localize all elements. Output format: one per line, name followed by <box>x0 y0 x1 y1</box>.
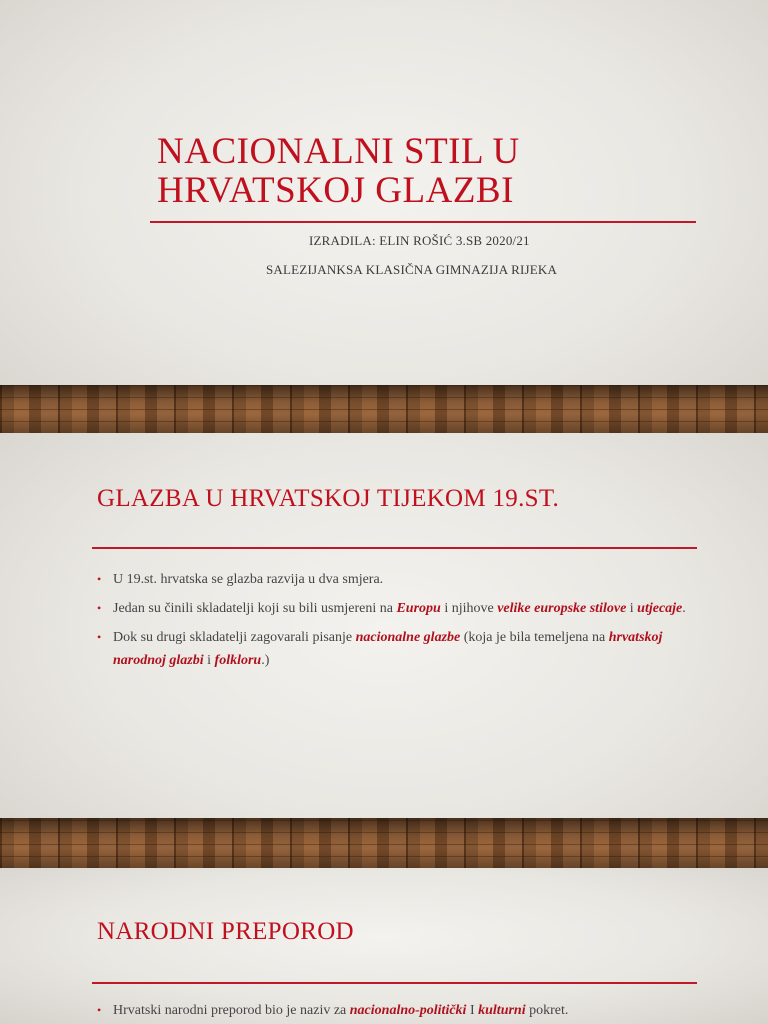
title-divider <box>92 547 697 549</box>
wood-floor <box>0 385 768 433</box>
list-item <box>97 626 687 672</box>
list-item <box>97 568 687 591</box>
bullet-text: pokret. <box>525 1003 569 1018</box>
bullet-icon: • <box>97 572 102 586</box>
highlight-text: velike europske stilove <box>497 601 627 616</box>
title-divider <box>150 221 696 223</box>
highlight-text: folkloru <box>214 653 262 668</box>
bullet-icon: • <box>97 630 102 644</box>
highlight-text: kulturni <box>478 1003 526 1018</box>
bullet-text: Jedan su činili skladatelji koji su bili usmjereni na <box>113 601 397 616</box>
slide-1 <box>0 0 768 433</box>
bullet-text: (koja je bila temeljena na <box>460 630 609 645</box>
highlight-text: nacionalno-politički <box>349 1003 467 1018</box>
wood-floor <box>0 818 768 868</box>
bullet-text: Hrvatski narodni preporod bio je naziv za <box>113 1003 350 1018</box>
highlight-text: Europu <box>396 601 441 616</box>
bullet-list <box>97 999 687 1024</box>
slide-3 <box>0 868 768 1024</box>
bullet-list <box>97 568 687 678</box>
bullet-text: i njihove <box>440 601 498 616</box>
highlight-text: nacionalne glazbe <box>355 630 461 645</box>
highlight-text: hrvatskoj narodnoj glazbi <box>113 630 663 668</box>
bullet-icon: • <box>97 1003 102 1017</box>
author-subtitle: IZRADILA: ELIN ROŠIĆ 3.SB 2020/21 <box>309 233 530 248</box>
highlight-text: utjecaje <box>637 601 683 616</box>
bullet-text: U 19.st. hrvatska se glazba razvija u dva smjera. <box>113 572 384 587</box>
bullet-icon: • <box>97 601 102 615</box>
slide-1-title <box>157 132 657 210</box>
title-line-2: HRVATSKOJ GLAZBI <box>157 170 514 211</box>
title-line-1: NACIONALNI STIL U <box>157 131 520 172</box>
bullet-text: i <box>203 653 215 668</box>
slide-3-title: NARODNI PREPOROD <box>97 918 354 945</box>
bullet-text: .) <box>261 653 270 668</box>
bullet-text: I <box>466 1003 479 1018</box>
bullet-text: Dok su drugi skladatelji zagovarali pisanje <box>113 630 356 645</box>
list-item <box>97 999 687 1022</box>
list-item <box>97 597 687 620</box>
bullet-text: . <box>682 601 686 616</box>
bullet-text: i <box>626 601 638 616</box>
slide-2 <box>0 433 768 868</box>
slide-2-title: GLAZBA U HRVATSKOJ TIJEKOM 19.ST. <box>97 485 560 512</box>
title-divider <box>92 982 697 984</box>
school-subtitle: SALEZIJANKSA KLASIČNA GIMNAZIJA RIJEKA <box>266 262 558 277</box>
